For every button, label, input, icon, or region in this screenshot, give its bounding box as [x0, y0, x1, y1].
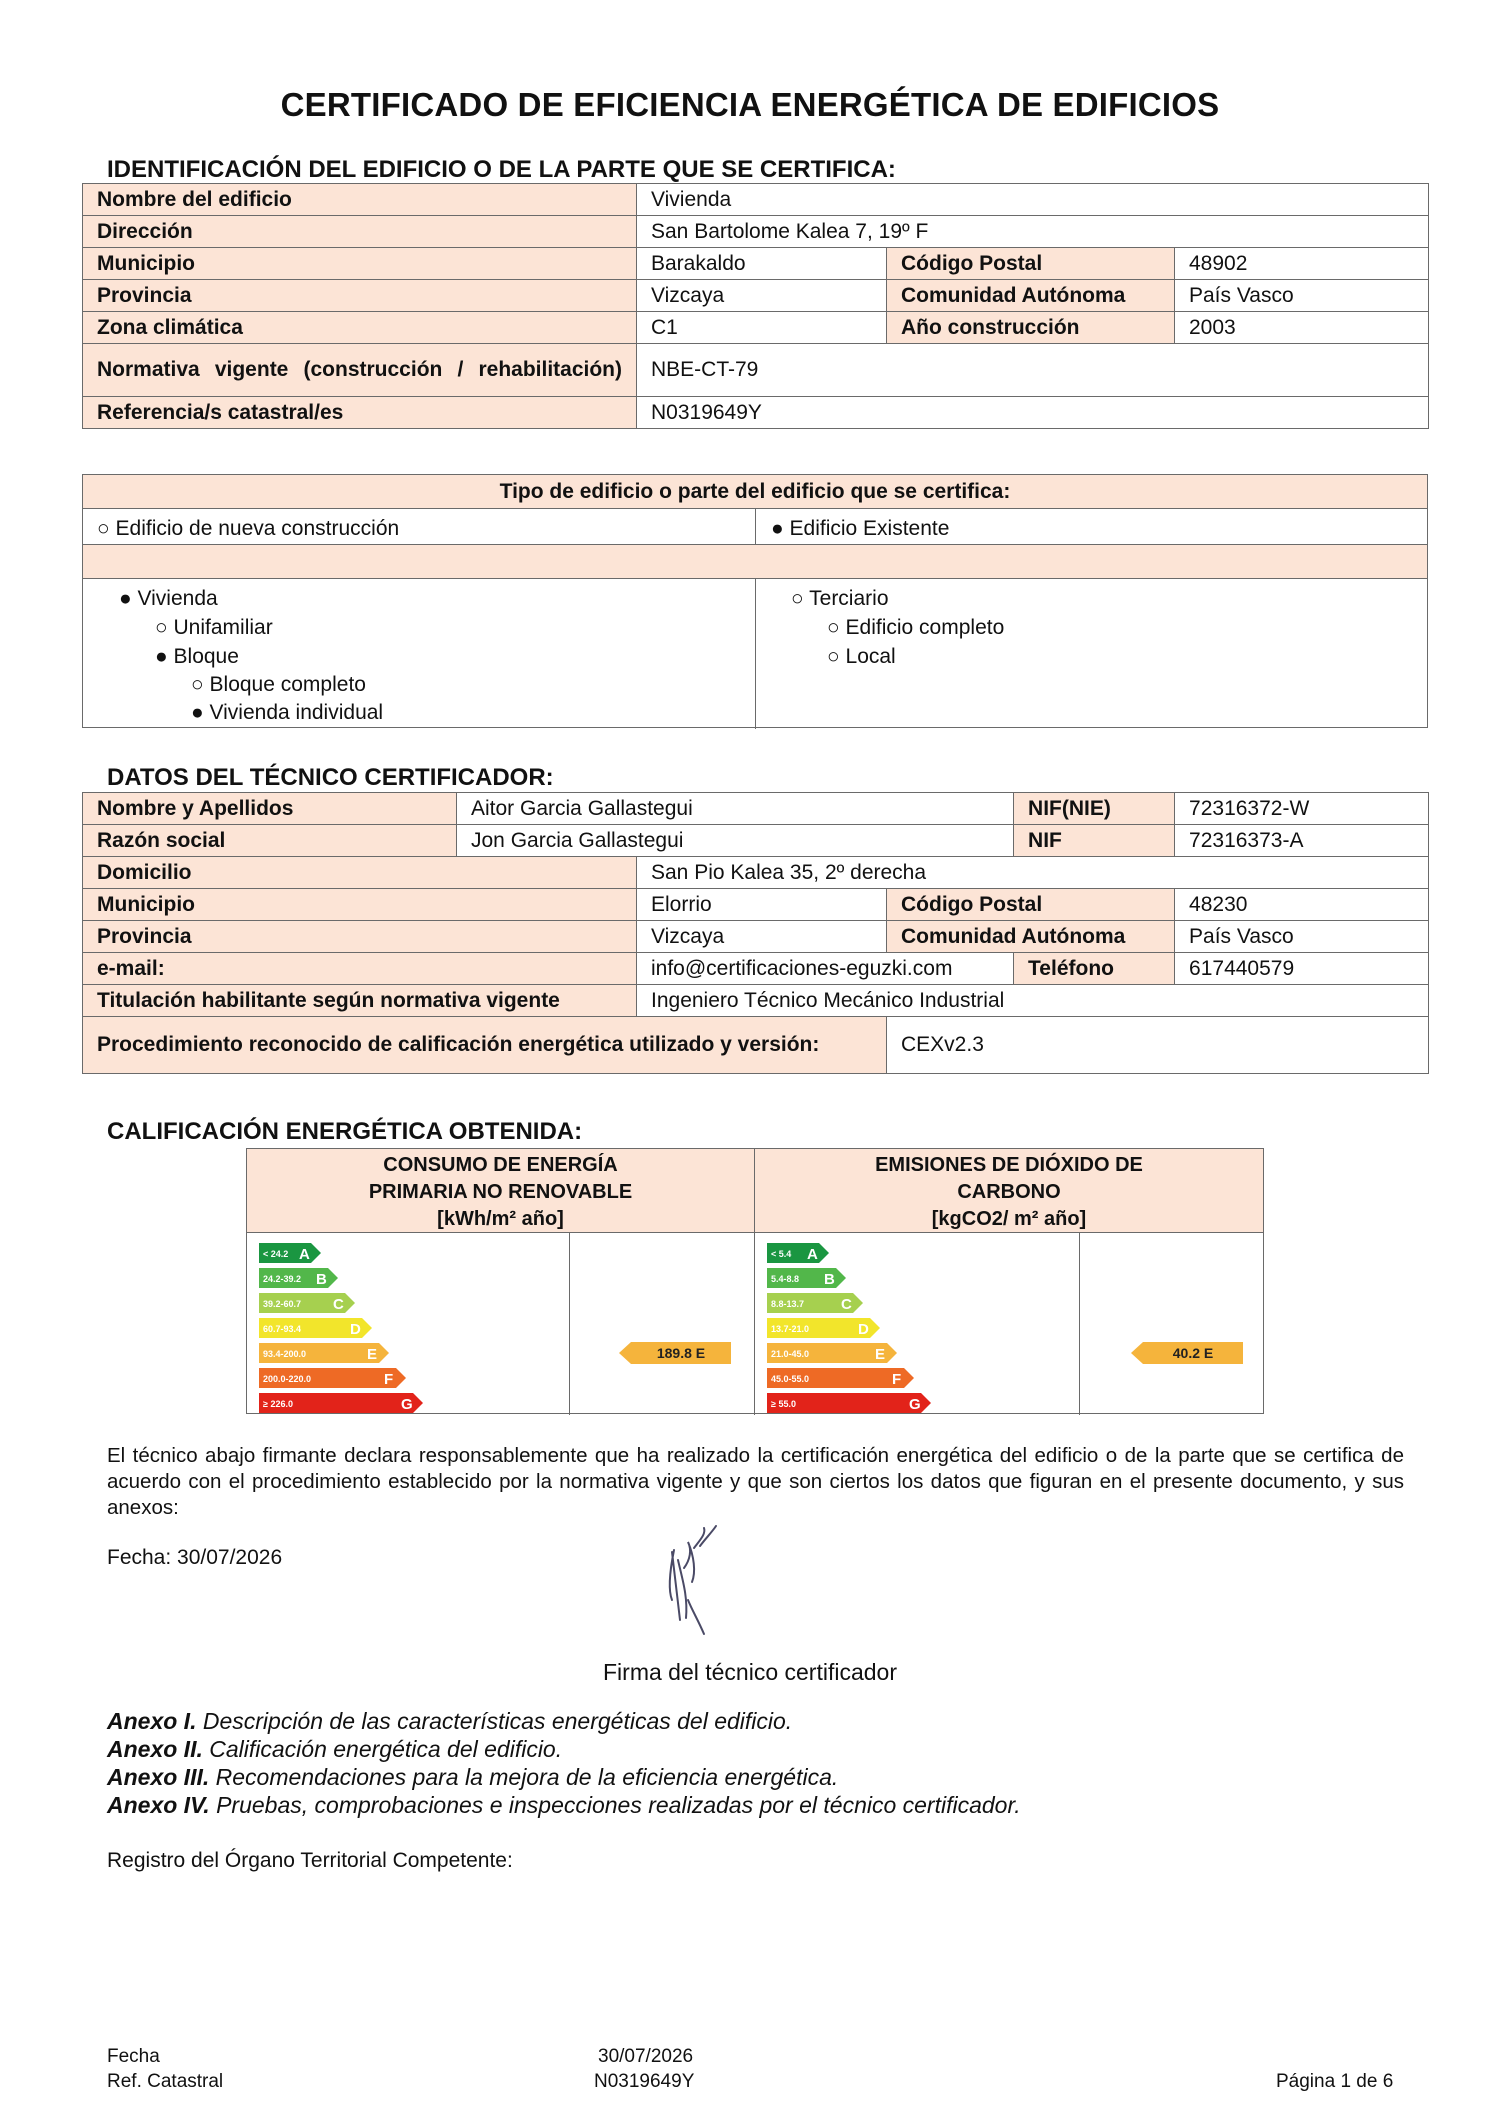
- emissions-band-e: [767, 1343, 897, 1363]
- single-family-option: ○ Unifamiliar: [155, 616, 273, 639]
- emissions-header: [755, 1149, 1263, 1233]
- consumption-band-range-c: 39.2-60.7: [263, 1299, 302, 1309]
- consumption-band-e: [259, 1343, 389, 1363]
- consumption-band-a: [259, 1243, 321, 1263]
- construction-year-label: Año construcción: [887, 312, 1175, 344]
- emissions-title-line1: EMISIONES DE DIÓXIDO DE: [875, 1154, 1143, 1176]
- registry-label: Registro del Órgano Territorial Competente:: [107, 1849, 513, 1872]
- energy-rating-panel: [246, 1148, 1264, 1414]
- consumption-band-letter-b: B: [316, 1271, 327, 1288]
- qualification-label: Titulación habilitante según normativa vigente: [83, 985, 637, 1017]
- full-building-option: ○ Edificio completo: [827, 616, 1005, 639]
- climate-zone-value: C1: [637, 312, 887, 344]
- consumption-unit: [kWh/m² año]: [437, 1208, 564, 1230]
- footer-ref-value: N0319649Y: [594, 2071, 695, 2092]
- technician-name-label: Nombre y Apellidos: [83, 793, 457, 825]
- province-label: Provincia: [83, 280, 637, 312]
- consumption-band-range-a: < 24.2: [263, 1249, 289, 1259]
- building-type-heading: Tipo de edificio o parte del edificio que se certifica:: [83, 475, 1427, 509]
- consumption-band-letter-g: G: [401, 1396, 413, 1413]
- building-type-box: [82, 474, 1428, 728]
- emissions-band-range-e: 21.0-45.0: [771, 1349, 810, 1359]
- procedure-value: CEXv2.3: [887, 1017, 1429, 1074]
- emissions-band-letter-c: C: [841, 1296, 852, 1313]
- block-option: ● Bloque: [155, 645, 239, 668]
- cadastral-ref-label: Referencia/s catastral/es: [83, 397, 637, 429]
- premises-option: ○ Local: [827, 645, 896, 668]
- annex-3-number: Anexo III.: [107, 1764, 210, 1790]
- nif-nie-value: 72316372-W: [1175, 793, 1429, 825]
- consumption-band-c: [259, 1293, 355, 1313]
- municipality-value: Barakaldo: [637, 248, 887, 280]
- emissions-band-f: [767, 1368, 914, 1388]
- emissions-band-letter-d: D: [858, 1321, 869, 1338]
- postal-code-label: Código Postal: [887, 248, 1175, 280]
- emissions-band-letter-g: G: [909, 1396, 921, 1413]
- emissions-band-range-d: 13.7-21.0: [771, 1324, 810, 1334]
- annex-4-text: Pruebas, comprobaciones e inspecciones realizadas por el técnico certificador.: [209, 1792, 1021, 1818]
- building-name-label: Nombre del edificio: [83, 184, 637, 216]
- consumption-band-letter-a: A: [299, 1246, 310, 1263]
- emissions-band-d: [767, 1318, 880, 1338]
- footer-date-value: 30/07/2026: [598, 2046, 694, 2067]
- annex-2-number: Anexo II.: [107, 1736, 203, 1762]
- new-construction-option: ○ Edificio de nueva construcción: [97, 517, 400, 540]
- consumption-band-letter-c: C: [333, 1296, 344, 1313]
- procedure-label: Procedimiento reconocido de calificación energética utilizado y versión:: [83, 1017, 887, 1074]
- tech-province-label: Provincia: [83, 921, 637, 953]
- emissions-band-range-c: 8.8-13.7: [771, 1299, 805, 1309]
- nif-nie-label: NIF(NIE): [1014, 793, 1175, 825]
- emissions-rating-label: 40.2 E: [1172, 1345, 1214, 1361]
- domicile-label: Domicilio: [83, 857, 637, 889]
- tech-postal-code-label: Código Postal: [887, 889, 1175, 921]
- address-label: Dirección: [83, 216, 637, 248]
- consumption-band-range-f: 200.0-220.0: [263, 1374, 312, 1384]
- emissions-band-range-f: 45.0-55.0: [771, 1374, 810, 1384]
- emissions-band-range-a: < 5.4: [771, 1249, 792, 1259]
- nif-value: 72316373-A: [1175, 825, 1429, 857]
- footer-date-label: Fecha: [107, 2046, 160, 2067]
- emissions-band-g: [767, 1393, 931, 1413]
- annex-3: [107, 1764, 838, 1791]
- page-number: Página 1 de 6: [1276, 2071, 1394, 2092]
- consumption-header: [247, 1149, 754, 1233]
- technician-section-heading: DATOS DEL TÉCNICO CERTIFICADOR:: [107, 764, 554, 791]
- tech-region-label: Comunidad Autónoma: [887, 921, 1175, 953]
- tertiary-option: ○ Terciario: [791, 587, 889, 610]
- nif-label: NIF: [1014, 825, 1175, 857]
- annex-1: [107, 1708, 792, 1735]
- consumption-band-f: [259, 1368, 406, 1388]
- building-table: [82, 183, 1429, 429]
- region-value: País Vasco: [1175, 280, 1429, 312]
- existing-building-option: ● Edificio Existente: [771, 517, 950, 540]
- full-block-option: ○ Bloque completo: [191, 673, 366, 696]
- consumption-band-b: [259, 1268, 338, 1288]
- annex-1-text: Descripción de las características energéticas del edificio.: [196, 1708, 793, 1734]
- emissions-band-c: [767, 1293, 863, 1313]
- technician-table: [82, 792, 1429, 1074]
- construction-year-value: 2003: [1175, 312, 1429, 344]
- document-title: CERTIFICADO DE EFICIENCIA ENERGÉTICA DE EDIFICIOS: [280, 86, 1220, 123]
- company-name-label: Razón social: [83, 825, 457, 857]
- tech-province-value: Vizcaya: [637, 921, 887, 953]
- phone-value: 617440579: [1175, 953, 1429, 985]
- footer-ref-label: Ref. Catastral: [107, 2071, 224, 2092]
- consumption-band-letter-f: F: [384, 1371, 394, 1388]
- emissions-unit: [kgCO2/ m² año]: [931, 1208, 1087, 1230]
- cadastral-ref-value: N0319649Y: [637, 397, 1429, 429]
- consumption-band-g: [259, 1393, 423, 1413]
- qualification-value: Ingeniero Técnico Mecánico Industrial: [637, 985, 1429, 1017]
- annex-1-number: Anexo I.: [107, 1708, 197, 1734]
- annex-2-text: Calificación energética del edificio.: [202, 1736, 563, 1762]
- emissions-band-b: [767, 1268, 846, 1288]
- rating-section-heading: CALIFICACIÓN ENERGÉTICA OBTENIDA:: [107, 1118, 583, 1145]
- emissions-band-letter-a: A: [807, 1246, 818, 1263]
- province-value: Vizcaya: [637, 280, 887, 312]
- emissions-band-range-b: 5.4-8.8: [771, 1274, 800, 1284]
- signature-graphic: [660, 1520, 740, 1638]
- emissions-band-letter-b: B: [824, 1271, 835, 1288]
- consumption-band-letter-d: D: [350, 1321, 361, 1338]
- housing-option: ● Vivienda: [119, 587, 218, 610]
- consumption-band-range-e: 93.4-200.0: [263, 1349, 307, 1359]
- signature-caption: Firma del técnico certificador: [603, 1659, 897, 1685]
- tech-region-value: País Vasco: [1175, 921, 1429, 953]
- energy-scales-chart: [247, 1233, 1263, 1413]
- consumption-rating-label: 189.8 E: [656, 1345, 706, 1361]
- emissions-band-letter-f: F: [892, 1371, 902, 1388]
- emissions-band-range-g: ≥ 55.0: [771, 1399, 796, 1409]
- domicile-value: San Pio Kalea 35, 2º derecha: [637, 857, 1429, 889]
- technician-name-value: Aitor Garcia Gallastegui: [457, 793, 1014, 825]
- annex-2: [107, 1736, 562, 1763]
- consumption-band-letter-e: E: [367, 1346, 378, 1363]
- emissions-title-line2: CARBONO: [957, 1181, 1061, 1203]
- annex-4-number: Anexo IV.: [107, 1792, 210, 1818]
- building-section-heading: IDENTIFICACIÓN DEL EDIFICIO O DE LA PARTE QUE SE CERTIFICA:: [107, 156, 896, 183]
- climate-zone-label: Zona climática: [83, 312, 637, 344]
- regulation-value: NBE-CT-79: [637, 344, 1429, 397]
- email-value[interactable]: info@certificaciones-eguzki.com: [637, 953, 1014, 985]
- emissions-band-a: [767, 1243, 829, 1263]
- declaration-date: Fecha: 30/07/2026: [107, 1546, 283, 1569]
- company-name-value: Jon Garcia Gallastegui: [457, 825, 1014, 857]
- tech-municipality-value: Elorrio: [637, 889, 887, 921]
- email-label: e-mail:: [83, 953, 637, 985]
- declaration-text: El técnico abajo firmante declara responsablemente que ha realizado la certificación energética del edificio o de la parte que se certifica de acuerdo con el procedimiento establecido por la normativa vigente y que son ciertos los datos que figuran en el presente documento, y sus anexos:: [107, 1444, 1404, 1519]
- consumption-band-range-d: 60.7-93.4: [263, 1324, 302, 1334]
- consumption-band-range-g: ≥ 226.0: [263, 1399, 293, 1409]
- region-label: Comunidad Autónoma: [887, 280, 1175, 312]
- address-value: San Bartolome Kalea 7, 19º F: [637, 216, 1429, 248]
- phone-label: Teléfono: [1014, 953, 1175, 985]
- consumption-title-line1: CONSUMO DE ENERGÍA: [383, 1154, 618, 1176]
- annex-4: [107, 1792, 1021, 1819]
- postal-code-value: 48902: [1175, 248, 1429, 280]
- annex-3-text: Recomendaciones para la mejora de la eficiencia energética.: [209, 1764, 839, 1790]
- tech-postal-code-value: 48230: [1175, 889, 1429, 921]
- individual-dwelling-option: ● Vivienda individual: [191, 701, 384, 724]
- consumption-title-line2: PRIMARIA NO RENOVABLE: [368, 1181, 633, 1203]
- building-name-value: Vivienda: [637, 184, 1429, 216]
- regulation-label: Normativa vigente (construcción / rehabilitación): [83, 344, 637, 397]
- municipality-label: Municipio: [83, 248, 637, 280]
- emissions-band-letter-e: E: [875, 1346, 886, 1363]
- tech-municipality-label: Municipio: [83, 889, 637, 921]
- consumption-band-range-b: 24.2-39.2: [263, 1274, 302, 1284]
- consumption-band-d: [259, 1318, 372, 1338]
